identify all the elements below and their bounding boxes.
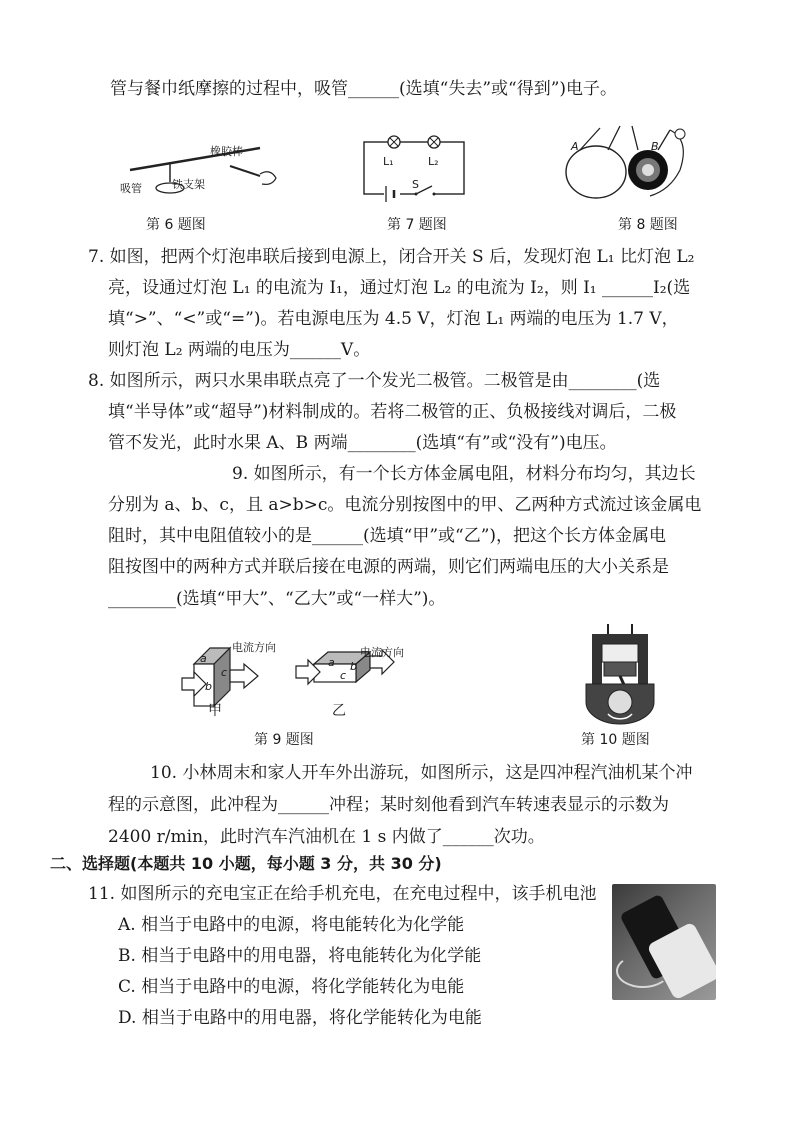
fig9-label-a-yi: a: [328, 656, 335, 669]
led: [675, 129, 685, 139]
fig7-label-l2: L₂: [428, 155, 439, 168]
figure-10: [578, 622, 662, 726]
fig6-label-rod: 橡胶棒: [210, 145, 243, 158]
q9-line-3: 阻时，其中电阻值较小的是______(选填“甲”或“乙”)，把这个长方体金属电: [108, 526, 667, 546]
q9-line-1: 9. 如图所示，有一个长方体金属电阻，材料分布均匀，其边长: [232, 464, 696, 484]
piston: [604, 662, 636, 676]
q7-line-4: 则灯泡 L₂ 两端的电压为______V。: [108, 340, 371, 360]
figure-7: [360, 134, 470, 204]
fig10-caption: 第 10 题图: [581, 732, 650, 748]
fig9-label-a: a: [200, 652, 207, 665]
q11-stem: 11. 如图所示的充电宝正在给手机充电，在充电过程中，该手机电池: [88, 884, 597, 904]
q7-line-1: 7. 如图，把两个灯泡串联后接到电源上，闭合开关 S 后，发现灯泡 L₁ 比灯泡 L₂: [88, 247, 695, 267]
arrow-jia-out: [230, 664, 258, 688]
fig9-label-jia: 甲: [208, 703, 222, 719]
fig9-label-current-jia: 电流方向: [232, 641, 276, 654]
combustion-chamber: [602, 644, 638, 662]
fig7-caption: 第 7 题图: [387, 217, 447, 233]
q11-option-b: B. 相当于电路中的用电器，将电能转化为化学能: [118, 946, 482, 966]
cylinder-head: [592, 634, 648, 644]
q8-line-1: 8. 如图所示，两只水果串联点亮了一个发光二极管。二极管是由________(选: [88, 371, 661, 391]
q6-tail-text: 管与餐巾纸摩擦的过程中，吸管______(选填“失去”或“得到”)电子。: [110, 79, 618, 99]
fig9-label-yi: 乙: [332, 703, 346, 719]
q9-line-2: 分别为 a、b、c，且 a>b>c。电流分别按图中的甲、乙两种方式流过该金属电: [108, 495, 702, 515]
fig9-label-b: b: [205, 680, 212, 693]
q9-line-5: ________(选填“甲大”、“乙大”或“一样大”)。: [108, 589, 446, 609]
figure-8: [560, 120, 700, 205]
q11-option-c: C. 相当于电路中的电源，将化学能转化为电能: [118, 977, 465, 997]
q11-option-d: D. 相当于电路中的用电器，将化学能转化为电能: [118, 1008, 482, 1028]
q7-line-3: 填“>”、“<”或“=”)。若电源电压为 4.5 V，灯泡 L₁ 两端的电压为 1.7 V，: [108, 309, 679, 329]
fig9-label-current-yi: 电流方向: [360, 646, 404, 659]
fig9-caption: 第 9 题图: [254, 732, 314, 748]
q10-line-3: 2400 r/min，此时汽车汽油机在 1 s 内做了______次功。: [108, 827, 545, 847]
fig6-label-stand: 铁支架: [172, 178, 205, 191]
q10-line-2: 程的示意图，此冲程为______冲程；某时刻他看到汽车转速表显示的示数为: [108, 795, 669, 815]
fig9-label-c: c: [221, 666, 228, 679]
fig7-label-s: S: [412, 178, 419, 191]
hand-sketch: [260, 172, 276, 185]
q8-line-3: 管不发光，此时水果 A、B 两端________(选填“有”或“没有”)电压。: [108, 433, 617, 453]
fig9-label-b-yi: b: [350, 660, 357, 673]
rubber-rod: [230, 166, 260, 176]
fig8-label-b: B: [651, 140, 659, 153]
fig6-label-straw: 吸管: [120, 182, 142, 195]
power-bank-photo: [612, 884, 716, 1000]
q7-line-2: 亮，设通过灯泡 L₁ 的电流为 I₁，通过灯泡 L₂ 的电流为 I₂，则 I₁ ______I₂(选: [108, 278, 691, 298]
fig8-label-a: A: [571, 140, 579, 153]
q10-line-1: 10. 小林周末和家人开车外出游玩，如图所示，这是四冲程汽油机某个冲: [150, 763, 693, 783]
q8-line-2: 填“半导体”或“超导”)材料制成的。若将二极管的正、负极接线对调后，二极: [108, 402, 677, 422]
crankshaft: [608, 690, 632, 714]
fruit-a: [566, 146, 626, 198]
fig8-caption: 第 8 题图: [618, 217, 678, 233]
fig6-caption: 第 6 题图: [146, 217, 206, 233]
fig7-label-l1: L₁: [383, 155, 394, 168]
cable-shape: [616, 954, 670, 988]
q11-option-a: A. 相当于电路中的电源，将电能转化为化学能: [118, 915, 465, 935]
fig9-label-c-yi: c: [340, 669, 347, 682]
section-2-heading: 二、选择题(本题共 10 小题，每小题 3 分，共 30 分): [50, 854, 442, 873]
q9-line-4: 阻按图中的两种方式并联后接在电源的两端，则它们两端电压的大小关系是: [108, 557, 669, 577]
